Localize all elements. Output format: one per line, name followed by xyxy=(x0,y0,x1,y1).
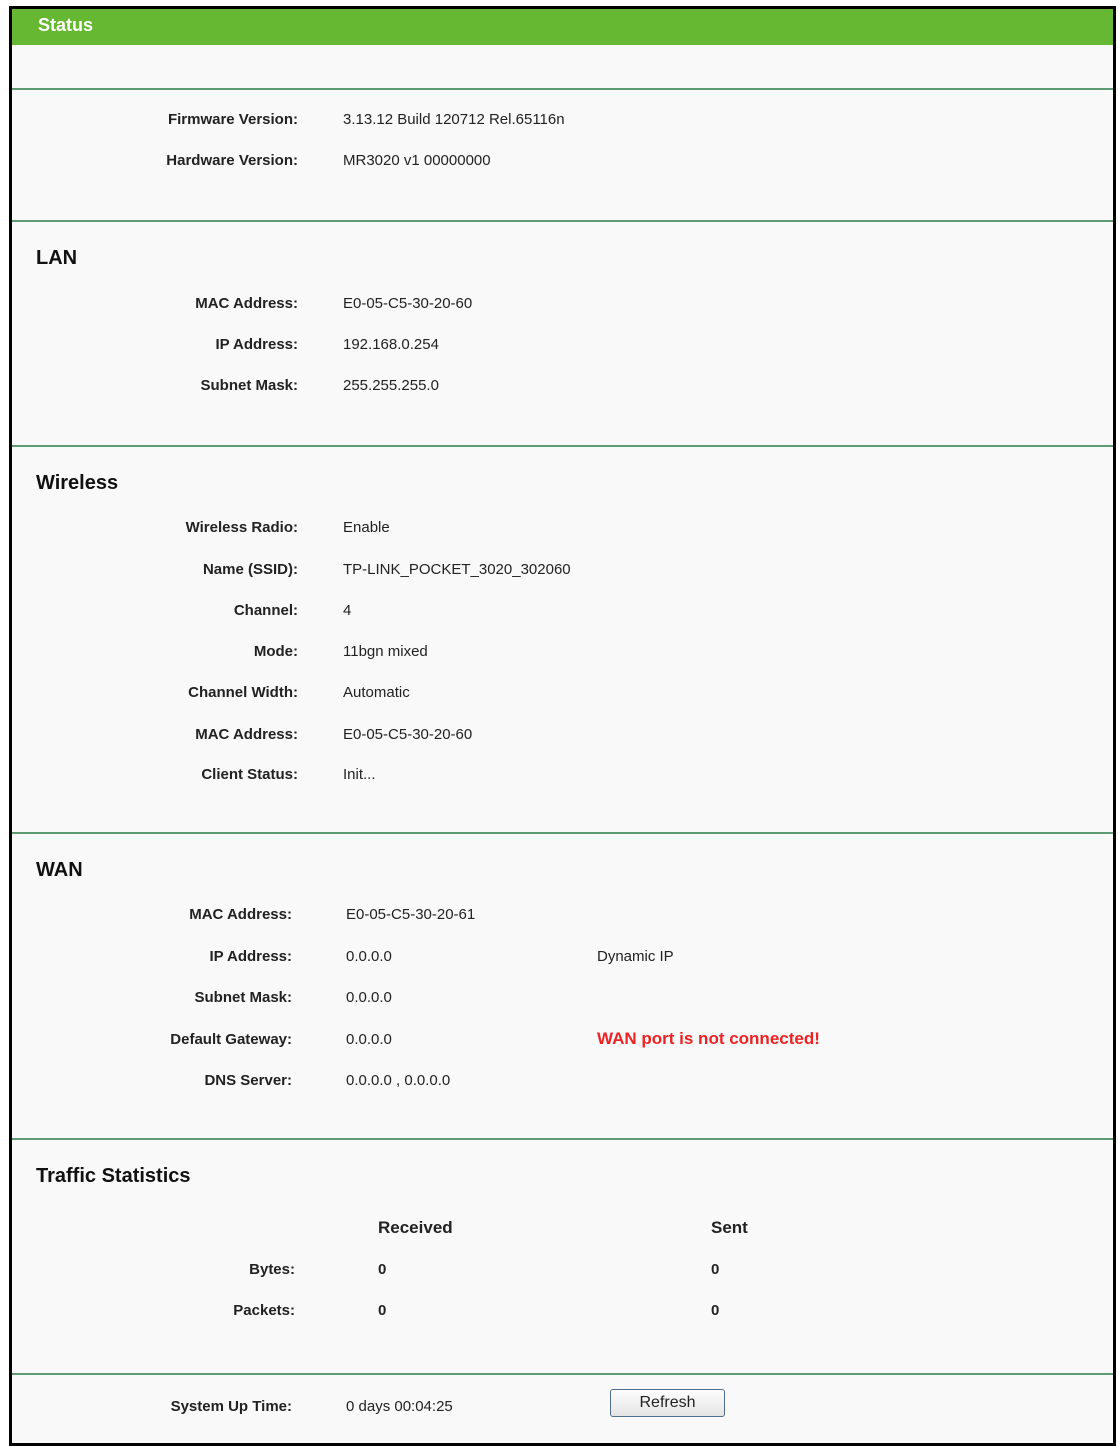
wireless-channel-label: Channel: xyxy=(233,602,298,619)
wireless-mac-label: MAC Address: xyxy=(195,726,298,743)
wan-connection-type: Dynamic IP xyxy=(597,948,674,965)
uptime-label: System Up Time: xyxy=(170,1398,292,1415)
traffic-bytes-sent: 0 xyxy=(711,1261,720,1278)
divider xyxy=(12,88,1113,90)
header-bar xyxy=(12,9,1113,45)
traffic-sent-header: Sent xyxy=(711,1218,748,1237)
traffic-received-header: Received xyxy=(378,1218,453,1237)
wireless-mode-value: 11bgn mixed xyxy=(343,643,428,660)
section-title-wan: WAN xyxy=(36,859,83,881)
section-title-lan: LAN xyxy=(36,247,78,269)
lan-ip-value: 192.168.0.254 xyxy=(343,336,439,353)
lan-mac-label: MAC Address: xyxy=(195,295,298,312)
firmware-version-label: Firmware Version: xyxy=(167,111,298,128)
hardware-version-value: MR3020 v1 00000000 xyxy=(343,152,491,169)
divider xyxy=(12,220,1113,222)
wan-mac-value: E0-05-C5-30-20-61 xyxy=(346,906,476,923)
wireless-channel-width-value: Automatic xyxy=(343,684,410,701)
wireless-client-status-label: Client Status: xyxy=(201,766,298,783)
divider xyxy=(12,1373,1113,1375)
divider xyxy=(12,832,1113,834)
divider xyxy=(12,1138,1113,1140)
status-panel xyxy=(9,6,1116,1446)
lan-subnet-value: 255.255.255.0 xyxy=(343,377,439,394)
uptime-value: 0 days 00:04:25 xyxy=(346,1398,453,1415)
wan-gateway-label: Default Gateway: xyxy=(170,1031,292,1048)
wireless-radio-value: Enable xyxy=(343,519,390,536)
wan-subnet-label: Subnet Mask: xyxy=(194,989,292,1006)
section-title-traffic: Traffic Statistics xyxy=(36,1165,191,1187)
lan-mac-value: E0-05-C5-30-20-60 xyxy=(343,295,473,312)
traffic-bytes-label: Bytes: xyxy=(249,1261,295,1278)
traffic-packets-received: 0 xyxy=(378,1302,387,1319)
wan-dns-value: 0.0.0.0 , 0.0.0.0 xyxy=(346,1072,451,1089)
wan-dns-label: DNS Server: xyxy=(204,1072,292,1089)
page-title: Status xyxy=(38,15,94,35)
section-title-wireless: Wireless xyxy=(36,472,119,494)
divider xyxy=(12,445,1113,447)
wan-mac-label: MAC Address: xyxy=(189,906,292,923)
hardware-version-label: Hardware Version: xyxy=(166,152,298,169)
wireless-channel-width-label: Channel Width: xyxy=(188,684,298,701)
wireless-client-status-value: Init... xyxy=(343,766,376,783)
lan-ip-label: IP Address: xyxy=(215,336,298,353)
wan-subnet-value: 0.0.0.0 xyxy=(346,989,392,1006)
wireless-radio-label: Wireless Radio: xyxy=(185,519,298,536)
traffic-packets-label: Packets: xyxy=(233,1302,295,1319)
wireless-channel-value: 4 xyxy=(343,602,352,619)
wireless-mode-label: Mode: xyxy=(253,643,298,660)
traffic-bytes-received: 0 xyxy=(378,1261,387,1278)
wireless-ssid-label: Name (SSID): xyxy=(202,561,298,578)
wan-not-connected-warning: WAN port is not connected! xyxy=(597,1029,820,1048)
wireless-ssid-value: TP-LINK_POCKET_3020_302060 xyxy=(343,561,571,578)
wan-ip-label: IP Address: xyxy=(209,948,292,965)
wan-ip-value: 0.0.0.0 xyxy=(346,948,392,965)
firmware-version-value: 3.13.12 Build 120712 Rel.65116n xyxy=(343,111,565,128)
refresh-button[interactable]: Refresh xyxy=(610,1389,725,1417)
wireless-mac-value: E0-05-C5-30-20-60 xyxy=(343,726,473,743)
wan-gateway-value: 0.0.0.0 xyxy=(346,1031,392,1048)
lan-subnet-label: Subnet Mask: xyxy=(200,377,298,394)
traffic-packets-sent: 0 xyxy=(711,1302,720,1319)
